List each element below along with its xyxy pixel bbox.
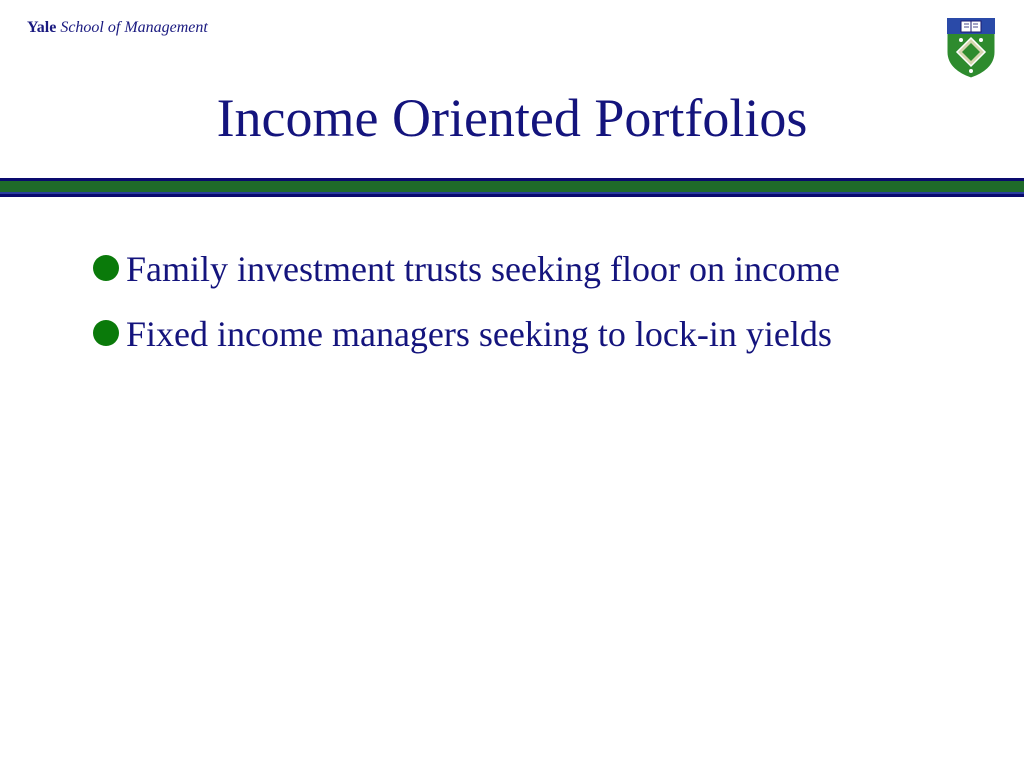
brand-name: Yale [27, 19, 57, 36]
brand-wordmark [27, 19, 208, 37]
bullet-list [88, 242, 968, 372]
bullet-dot-icon [93, 320, 119, 346]
bullet-text: Family investment trusts seeking floor on income [126, 249, 840, 289]
bullet-text: Fixed income managers seeking to lock-in yields [126, 314, 832, 354]
yale-shield-icon [945, 16, 997, 80]
bullet-dot-icon [93, 255, 119, 281]
bullet-item [88, 242, 968, 296]
bullet-item [88, 307, 968, 361]
page-title: Income Oriented Portfolios [216, 88, 808, 148]
title-divider [0, 178, 1024, 197]
brand-subtitle: School of Management [60, 19, 208, 36]
